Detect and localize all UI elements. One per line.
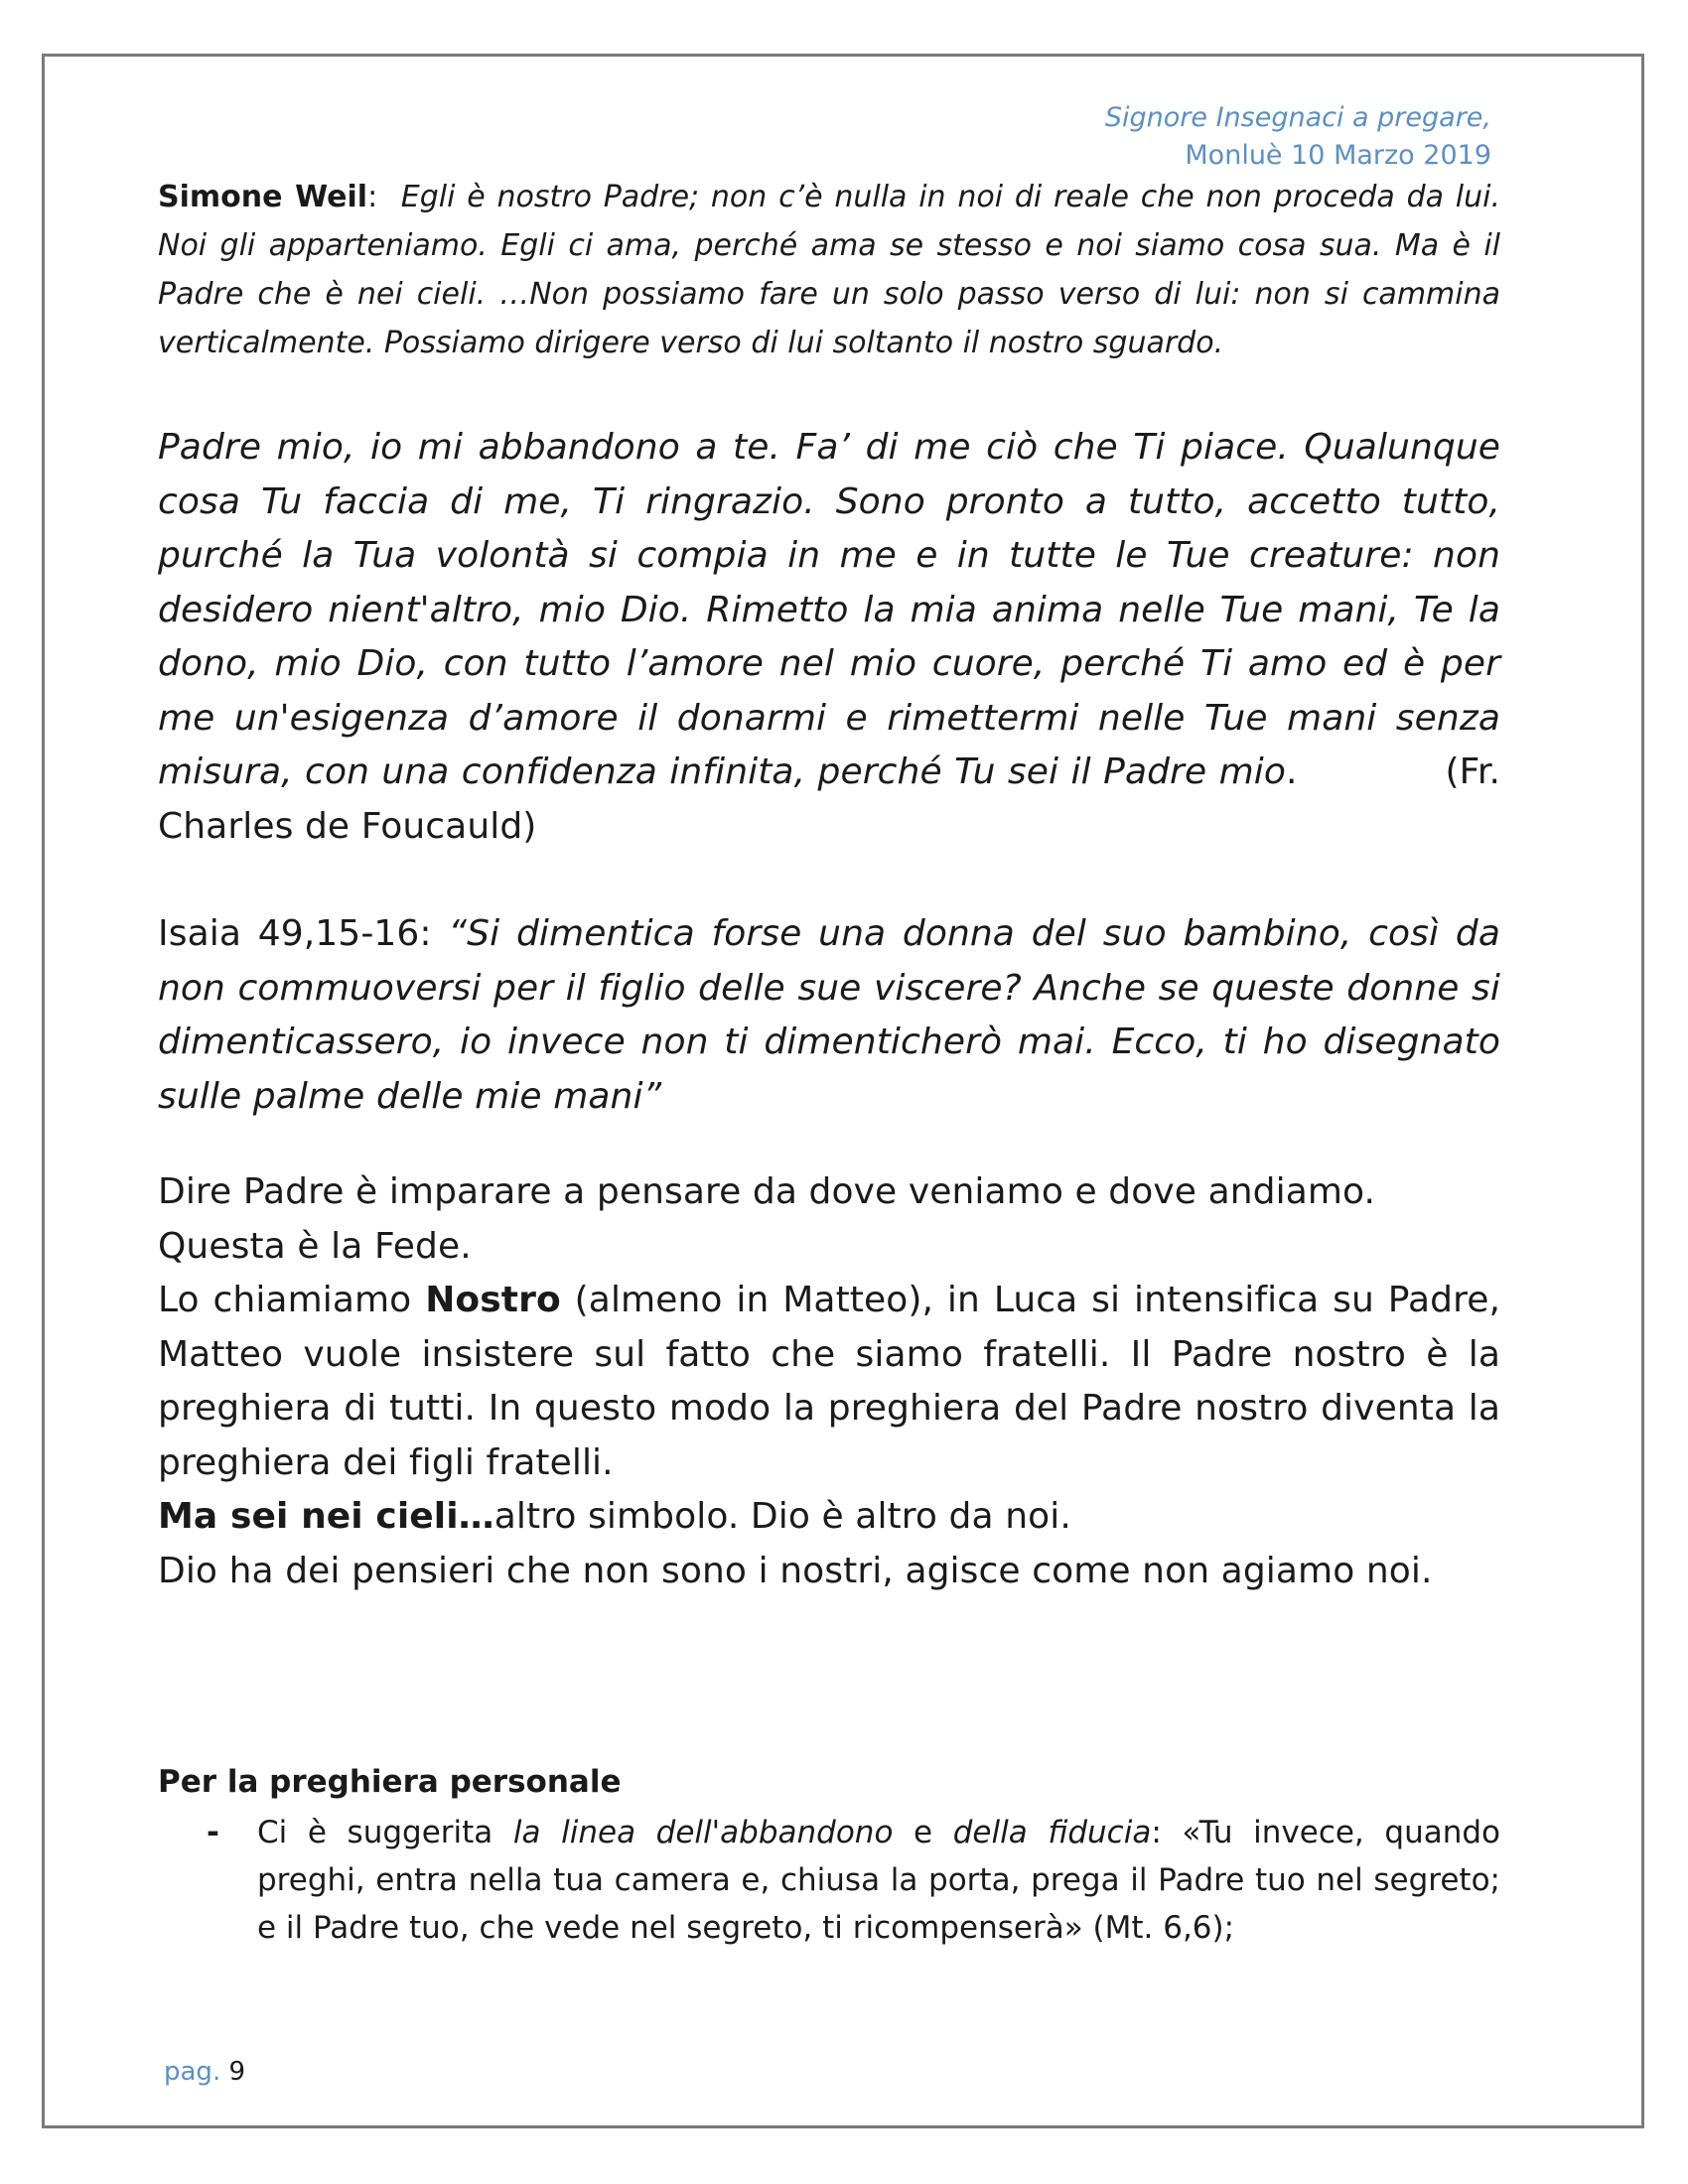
nostro-post: (almeno in Matteo), in Luca si intensifica su Padre, Matteo vuole insistere sul fatto che siamo fratelli. Il Padre nostro è la preghiera di tutti. In questo modo la preghiera del Padre nostro diventa la preghiera dei figli fratelli. [158,1280,1500,1483]
isaia-quote: “Si dimentica forse una donna del suo bambino, così da non commuoversi per il figlio delle sue viscere? Anche se queste donne si dimenticassero, io invece non ti dimenticherò mai. Ecco, ti ho disegnato sulle palme delle mie mani” [158,913,1500,1117]
header-title: Signore Insegnaci a pregare, [1104,102,1491,133]
cieli-post: altro simbolo. Dio è altro da noi. [493,1496,1071,1537]
reflection-last-line: Dio ha dei pensieri che non sono i nostri, agisce come non agiamo noi. [158,1550,1433,1591]
reflection-line-1: Dire Padre è imparare a pensare da dove veniamo e dove andiamo. [158,1171,1376,1212]
page-number: 9 [228,2057,246,2087]
weil-quote: Egli è nostro Padre; non c’è nulla in noi di reale che non proceda da lui. Noi gli apparteniamo. Egli ci ama, perché ama se stesso e noi siamo cosa sua. Ma è il Padre che è nei cieli. …Non possiamo fare un solo passo verso di lui: non si cammina verticalmente. Possiamo dirigere verso di lui soltanto il nostro sguardo. [158,180,1500,360]
main-content [158,173,1500,1598]
item-pre: Ci è suggerita [257,1815,513,1850]
reflection-cieli [158,1490,1500,1545]
footer-label: pag. [164,2057,229,2087]
item-italic-1: la linea dell'abbandono [512,1815,894,1850]
reflection-line-2: Questa è la Fede. [158,1225,472,1267]
weil-paragraph [158,173,1500,367]
foucauld-prayer: Padre mio, io mi abbandono a te. Fa’ di me ciò che Ti piace. Qualunque cosa Tu faccia di me, Ti ringrazio. Sono pronto a tutto, accetto tutto, purché la Tua volontà si compia in me e in tutte le Tue creature: non desidero nient'altro, mio Dio. Rimetto la mia anima nelle Tue mani, Te la dono, mio Dio, con tutto l’amore nel mio cuore, perché Ti amo ed è per me un'esigenza d’amore il donarmi e rimettermi nelle Tue mani senza misura, con una confidenza infinita, perché Tu sei il Padre mio [158,427,1500,792]
nostro-pre: Lo chiamiamo [158,1280,426,1320]
reflection-block [158,1165,1500,1598]
isaia-paragraph [158,907,1500,1124]
page-footer [164,2057,245,2087]
cieli-bold: Ma sei nei cieli… [158,1496,494,1537]
list-item-text [257,1809,1500,1952]
header-date: Monluè 10 Marzo 2019 [1185,140,1491,171]
weil-author: Simone Weil [158,180,368,214]
item-italic-2: della fiducia [952,1815,1152,1850]
section-heading: Per la preghiera personale [158,1764,622,1800]
weil-colon: : [367,180,378,214]
item-post: : «Tu invece, quando preghi, entra nella tua camera e, chiusa la porta, prega il Padre tuo nel segreto; e il Padre tuo, che vede nel segreto, ti ricompenserà» (Mt. 6,6); [257,1815,1501,1946]
isaia-ref: Isaia 49,15-16: [158,913,449,954]
bullet-dash: - [207,1815,219,1850]
foucauld-period: . [1286,751,1298,792]
reflection-nostro [158,1274,1500,1490]
nostro-bold: Nostro [425,1280,561,1320]
personal-prayer-section [158,1757,1500,1952]
page-header [1105,99,1491,175]
item-mid: e [893,1815,953,1850]
foucauld-paragraph [158,421,1500,854]
foucauld-attribution: (Fr. Charles de Foucauld) [158,751,1500,847]
list-item [158,1809,1500,1952]
